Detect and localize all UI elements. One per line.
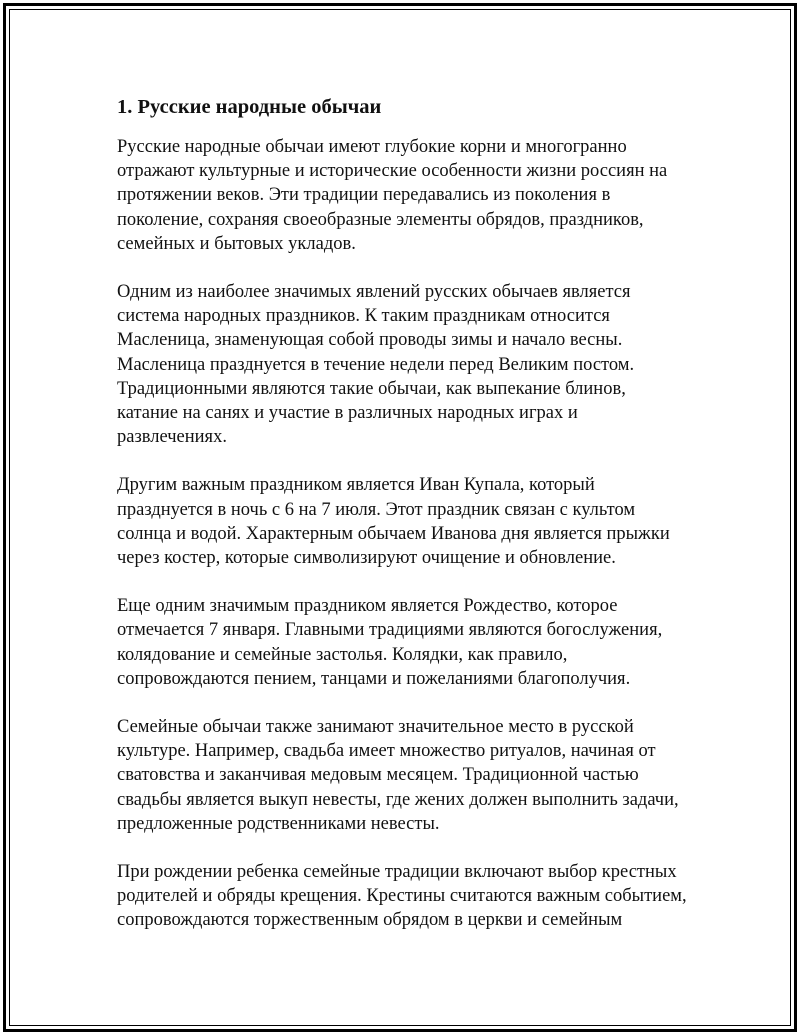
document-body: [117, 93, 717, 957]
text-line: празднуется в ночь с 6 на 7 июля. Этот праздник связан с культом: [117, 499, 636, 520]
text-line: предложенные родственниками невесты.: [117, 813, 440, 834]
section-heading: 1. Русские народные обычаи: [117, 96, 382, 118]
text-line: Одним из наиболее значимых явлений русских обычаев является: [117, 282, 631, 303]
text-line: отмечается 7 января. Главными традициями являются богослужения,: [117, 620, 663, 641]
text-line: поколение, сохраняя своеобразные элементы обрядов, праздников,: [117, 209, 644, 230]
text-line: отражают культурные и исторические особенности жизни россиян на: [117, 161, 668, 182]
text-line: Масленица празднуется в течение недели перед Великим постом.: [117, 354, 635, 375]
text-line: семейных и бытовых укладов.: [117, 233, 356, 254]
text-line: сопровождаются торжественным обрядом в церкви и семейным: [117, 910, 623, 931]
text-line: Традиционными являются такие обычаи, как выпекание блинов,: [117, 378, 626, 399]
text-line: катание на санях и участие в различных народных играх и: [117, 403, 578, 424]
text-line: протяжении веков. Эти традиции передавались из поколения в: [117, 185, 611, 206]
paragraph: [117, 715, 717, 836]
text-line: Масленица, знаменующая собой проводы зимы и начало весны.: [117, 330, 623, 351]
text-line: Еще одним значимым праздником является Рождество, которое: [117, 596, 618, 617]
text-line: сватовства и заканчивая медовым месяцем. Традиционной частью: [117, 765, 639, 786]
paragraph: [117, 594, 717, 691]
text-line: через костер, которые символизируют очищение и обновление.: [117, 548, 616, 569]
paragraph: [117, 473, 717, 570]
text-line: система народных праздников. К таким праздникам относится: [117, 306, 610, 327]
text-line: Русские народные обычаи имеют глубокие корни и многогранно: [117, 137, 627, 157]
paragraph: [117, 135, 717, 256]
text-line: сопровождаются пением, танцами и пожеланиями благополучия.: [117, 668, 631, 689]
text-line: солнца и водой. Характерным обычаем Иванова дня является прыжки: [117, 523, 670, 544]
text-line: свадьбы является выкуп невесты, где жених должен выполнить задачи,: [117, 789, 679, 810]
text-line: родителей и обряды крещения. Крестины считаются важным событием,: [117, 886, 687, 907]
paragraph: [117, 860, 717, 933]
text-line: При рождении ребенка семейные традиции включают выбор крестных: [117, 862, 677, 883]
paragraph: [117, 280, 717, 449]
text-line: культуре. Например, свадьба имеет множество ритуалов, начиная от: [117, 741, 656, 762]
text-line: развлечениях.: [117, 427, 227, 448]
text-line: колядование и семейные застолья. Колядки, как правило,: [117, 644, 568, 665]
text-line: Семейные обычаи также занимают значительное место в русской: [117, 717, 634, 738]
text-line: Другим важным праздником является Иван Купала, который: [117, 475, 595, 496]
